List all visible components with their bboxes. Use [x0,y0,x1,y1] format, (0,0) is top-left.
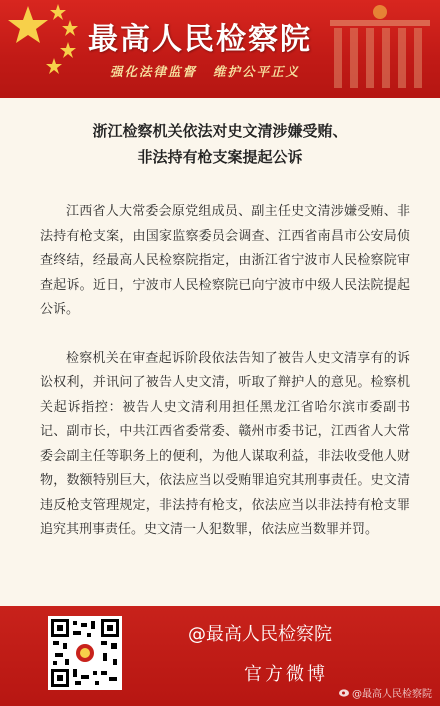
building-icon [320,0,440,98]
official-weibo-label: 官方微博 [244,664,328,685]
slogan-right: 维护公平正义 [213,64,301,79]
page-title: 最高人民检察院 [88,22,312,57]
weibo-watermark: @最高人民检察院 [338,685,432,700]
article-headline [0,118,440,170]
paragraph-1: 江西省人大常委会原党组成员、副主任史文清涉嫌受贿、非法持有枪支案，由国家监察委员会调查、江西省南昌市公安局侦查终结，经最高人民检察院指定，由浙江省宁波市人民检察院审查起诉。近日，宁波市人民检察院已向宁波市中级人民法院提起公诉。 [40,204,410,317]
paragraph-2: 检察机关在审查起诉阶段依法告知了被告人史文清享有的诉讼权利，并讯问了被告人史文清，听取了辩护人的意见。检察机关起诉指控：被告人史文清利用担任黑龙江省哈尔滨市委副书记、副市长，中共江西省委常委、赣州市委书记，江西省人大常委会副主任等职务上的便利，为他人谋取利益，非法收受他人财物，数额特别巨大，依法应当以受贿罪追究其刑事责任。史文清违反枪支管理规定，非法持有枪支，依法应当以非法持有枪支罪追究其刑事责任。史文清一人犯数罪，依法应当数罪并罚。 [40,350,410,537]
header-banner [0,0,440,98]
footer-banner [0,606,440,706]
star-icon [0,0,90,98]
slogan [110,62,316,80]
headline-line-1: 浙江检察机关依法对史文清涉嫌受贿、 [92,122,348,140]
slogan-left: 强化法律监督 [110,64,198,79]
weibo-handle: @最高人民检察院 [188,624,332,645]
headline-line-2: 非法持有枪支案提起公诉 [137,148,303,166]
article-body [40,200,410,567]
qr-code-icon[interactable] [48,616,122,690]
weibo-icon [338,687,350,697]
